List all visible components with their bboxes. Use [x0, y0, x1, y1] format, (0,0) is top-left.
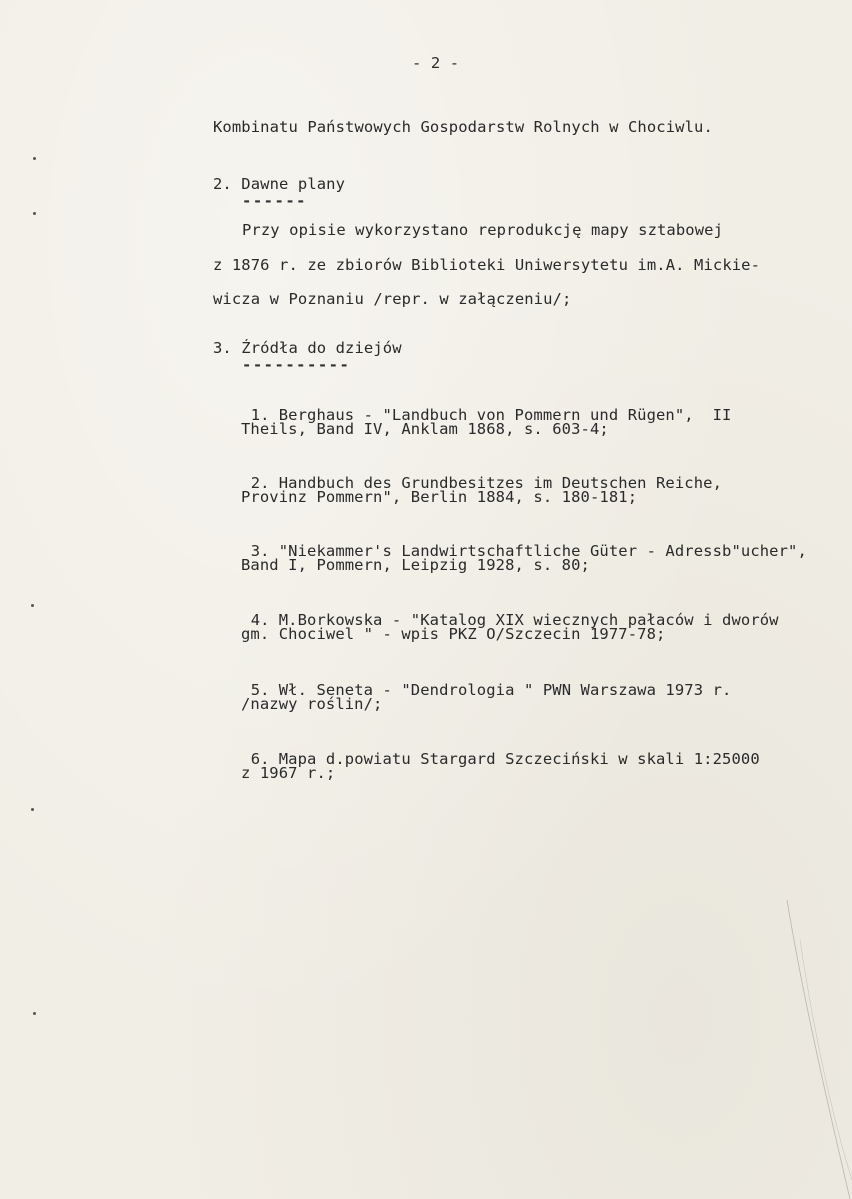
source-item-number: 1.: [250, 406, 270, 424]
margin-mark: [31, 604, 34, 607]
intro-line: Kombinatu Państwowych Gospodarstw Rolnych w Chociwlu.: [213, 118, 713, 136]
margin-mark: [33, 212, 36, 215]
margin-mark: [31, 808, 34, 811]
source-item-text: Mapa d.powiatu Stargard Szczeciński w skali 1:25000: [278, 750, 760, 768]
margin-mark: [33, 1012, 36, 1015]
source-item-number: 3.: [250, 542, 270, 560]
source-item-number: 5.: [250, 681, 270, 699]
margin-mark: [33, 157, 36, 160]
section-3-underline: ----------: [242, 356, 351, 374]
section-2-paragraph-line: wicza w Poznaniu /repr. w załączeniu/;: [213, 290, 572, 308]
source-item-2-cont: Provinz Pommern", Berlin 1884, s. 180-181;: [241, 488, 638, 506]
source-item-5-cont: /nazwy roślin/;: [241, 695, 383, 713]
section-2-paragraph-line: Przy opisie wykorzystano reprodukcję mapy sztabowej: [242, 221, 724, 239]
source-item-text: M.Borkowska - "Katalog XIX wiecznych pałaców i dworów: [278, 611, 779, 629]
page-edge-wear: [782, 900, 852, 1199]
page-number: - 2 -: [412, 54, 460, 72]
source-item-text: Handbuch des Grundbesitzes im Deutschen Reiche,: [278, 474, 723, 492]
source-item-text: "Niekammer's Landwirtschaftliche Güter - Adressb"ucher",: [278, 542, 807, 560]
source-item-text: Berghaus - "Landbuch von Pommern und Rügen", II: [278, 406, 732, 424]
section-3-heading: 3. Źródła do dziejów: [213, 339, 402, 357]
source-item-number: 2.: [250, 474, 270, 492]
source-item-text: Wł. Seneta - "Dendrologia " PWN Warszawa 1973 r.: [278, 681, 732, 699]
source-item-3-cont: Band I, Pommern, Leipzig 1928, s. 80;: [241, 556, 590, 574]
source-item-number: 6.: [250, 750, 270, 768]
section-2-paragraph-line: z 1876 r. ze zbiorów Biblioteki Uniwersytetu im.A. Mickie-: [213, 256, 761, 274]
source-item-1-cont: Theils, Band IV, Anklam 1868, s. 603-4;: [241, 420, 609, 438]
source-item-number: 4.: [250, 611, 270, 629]
source-item-4-cont: gm. Chociwel " - wpis PKZ O/Szczecin 1977-78;: [241, 625, 666, 643]
source-item-6-cont: z 1967 r.;: [241, 764, 336, 782]
section-2-heading: 2. Dawne plany: [213, 175, 346, 193]
section-2-underline: ------: [242, 192, 307, 210]
